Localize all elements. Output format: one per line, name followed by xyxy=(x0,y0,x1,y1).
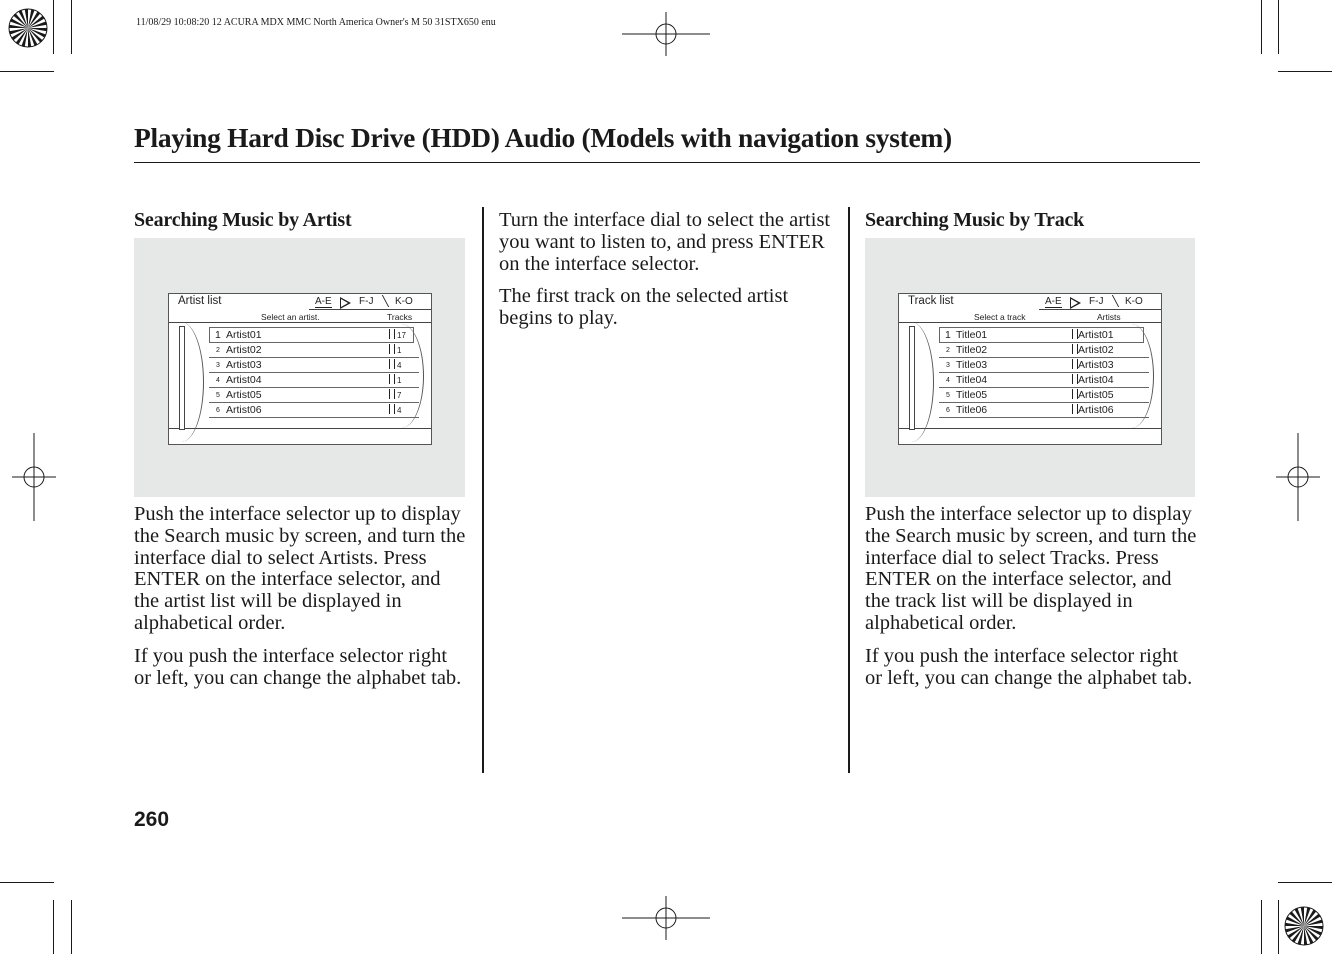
divider-bars-icon xyxy=(389,359,395,369)
track-artist: Artist03 xyxy=(1078,359,1114,371)
artist-name: Artist01 xyxy=(226,329,262,341)
header-rule xyxy=(169,322,431,323)
paragraph: The first track on the selected artist begins to play. xyxy=(499,285,789,330)
column-divider-right xyxy=(848,207,850,773)
registration-crosshair-icon xyxy=(622,896,710,940)
column-header-tracks: Tracks xyxy=(387,312,413,322)
artist-name: Artist02 xyxy=(226,344,262,356)
track-list-screen xyxy=(898,293,1162,445)
track-count: 17 xyxy=(397,331,406,340)
row-rule xyxy=(939,417,1149,418)
artist-name: Artist04 xyxy=(226,374,262,386)
row-number: 5 xyxy=(946,392,950,399)
paragraph: If you push the interface selector right or left, you can change the alphabet tab. xyxy=(865,644,1193,689)
paragraph: Push the interface selector up to display the Search music by screen, and turn the interface dial to select Tracks. Press ENTER on the interface selector, and the track list will be displayed in alphabetical order. xyxy=(865,503,1197,634)
header-rule xyxy=(899,322,1161,323)
track-count: 7 xyxy=(397,391,402,400)
screen-illustration-artist xyxy=(134,238,465,497)
tab-k-o[interactable]: K-O xyxy=(1125,296,1143,307)
track-title: Title04 xyxy=(956,374,988,386)
tab-separator xyxy=(382,295,389,307)
track-artist: Artist02 xyxy=(1078,344,1114,356)
list-item[interactable] xyxy=(209,343,419,358)
divider-bars-icon xyxy=(389,329,395,339)
track-title: Title02 xyxy=(956,344,988,356)
row-number: 4 xyxy=(216,377,220,384)
page-number: 260 xyxy=(134,808,170,831)
row-rule xyxy=(209,417,419,418)
tab-f-j[interactable]: F-J xyxy=(359,296,374,307)
list-item[interactable] xyxy=(939,343,1149,358)
row-number: 6 xyxy=(946,407,950,414)
footer-rule xyxy=(899,428,1161,429)
section-heading-artist: Searching Music by Artist xyxy=(134,209,352,231)
page-title: Playing Hard Disc Drive (HDD) Audio (Models with navigation system) xyxy=(134,122,952,153)
list-item[interactable] xyxy=(209,358,419,373)
paragraph: If you push the interface selector right or left, you can change the alphabet tab. xyxy=(134,644,462,689)
divider-bars-icon xyxy=(389,389,395,399)
artist-name: Artist06 xyxy=(226,404,262,416)
track-artist: Artist05 xyxy=(1078,389,1114,401)
play-arrow-icon xyxy=(340,297,351,309)
row-number: 1 xyxy=(215,329,221,341)
list-item[interactable] xyxy=(209,388,419,403)
row-number: 5 xyxy=(216,392,220,399)
list-item[interactable] xyxy=(939,403,1149,418)
screen-illustration-track xyxy=(865,238,1195,497)
list-item[interactable] xyxy=(209,373,419,388)
title-divider xyxy=(134,162,1200,163)
row-number: 4 xyxy=(946,377,950,384)
tab-k-o[interactable]: K-O xyxy=(395,296,413,307)
track-artist: Artist06 xyxy=(1078,404,1114,416)
artist-list-screen xyxy=(168,293,432,445)
section-heading-track: Searching Music by Track xyxy=(865,209,1085,231)
track-count: 1 xyxy=(397,346,402,355)
track-title: Title03 xyxy=(956,359,988,371)
list-item[interactable] xyxy=(209,403,419,418)
print-header-meta: 11/08/29 10:08:20 12 ACURA MDX MMC North America Owner's M 50 31STX650 enu xyxy=(136,17,496,28)
artist-name: Artist03 xyxy=(226,359,262,371)
column-divider-left xyxy=(482,207,484,773)
tab-separator xyxy=(1112,295,1119,307)
right-column-body xyxy=(865,504,1200,689)
dial-arc-graphic xyxy=(159,322,204,442)
row-number: 6 xyxy=(216,407,220,414)
row-number: 3 xyxy=(216,362,220,369)
list-item[interactable] xyxy=(209,328,414,343)
starburst-target-icon xyxy=(8,8,48,48)
divider-bars-icon xyxy=(389,374,395,384)
starburst-target-icon xyxy=(1284,906,1324,946)
list-item[interactable] xyxy=(939,328,1144,343)
paragraph: Push the interface selector up to display the Search music by screen, and turn the interface dial to select Artists. Press ENTER on the interface selector, and the artist list will be displayed in alphabetical order. xyxy=(134,503,466,634)
track-title: Title06 xyxy=(956,404,988,416)
tab-a-e[interactable]: A-E xyxy=(315,296,332,307)
artist-name: Artist05 xyxy=(226,389,262,401)
middle-column-body xyxy=(499,210,835,330)
registration-crosshair-icon xyxy=(1276,433,1320,521)
track-count: 4 xyxy=(397,361,402,370)
track-artist: Artist04 xyxy=(1078,374,1114,386)
tab-a-e[interactable]: A-E xyxy=(1045,296,1062,307)
divider-bars-icon xyxy=(389,404,395,414)
divider-bars-icon xyxy=(389,344,395,354)
row-number: 1 xyxy=(945,329,951,341)
track-count: 4 xyxy=(397,406,402,415)
play-arrow-icon xyxy=(1070,297,1081,309)
registration-crosshair-icon xyxy=(622,12,710,56)
tab-f-j[interactable]: F-J xyxy=(1089,296,1104,307)
row-number: 2 xyxy=(946,347,950,354)
registration-crosshair-icon xyxy=(12,433,56,521)
list-item[interactable] xyxy=(939,373,1149,388)
list-item[interactable] xyxy=(939,388,1149,403)
list-item[interactable] xyxy=(939,358,1149,373)
track-title: Title05 xyxy=(956,389,988,401)
screen-title: Track list xyxy=(908,295,954,307)
screen-subheader: Select a track xyxy=(974,312,1026,322)
header-rule xyxy=(1039,309,1161,310)
dial-arc-graphic xyxy=(889,322,934,442)
header-rule xyxy=(309,309,431,310)
row-number: 3 xyxy=(946,362,950,369)
column-header-artists: Artists xyxy=(1097,312,1121,322)
screen-subheader: Select an artist. xyxy=(261,312,320,322)
left-column-body xyxy=(134,504,469,689)
track-count: 1 xyxy=(397,376,402,385)
screen-title: Artist list xyxy=(178,295,222,307)
footer-rule xyxy=(169,428,431,429)
track-artist: Artist01 xyxy=(1078,329,1114,341)
paragraph: Turn the interface dial to select the artist you want to listen to, and press ENTER on the interface selector. xyxy=(499,209,831,275)
row-number: 2 xyxy=(216,347,220,354)
track-title: Title01 xyxy=(956,329,988,341)
